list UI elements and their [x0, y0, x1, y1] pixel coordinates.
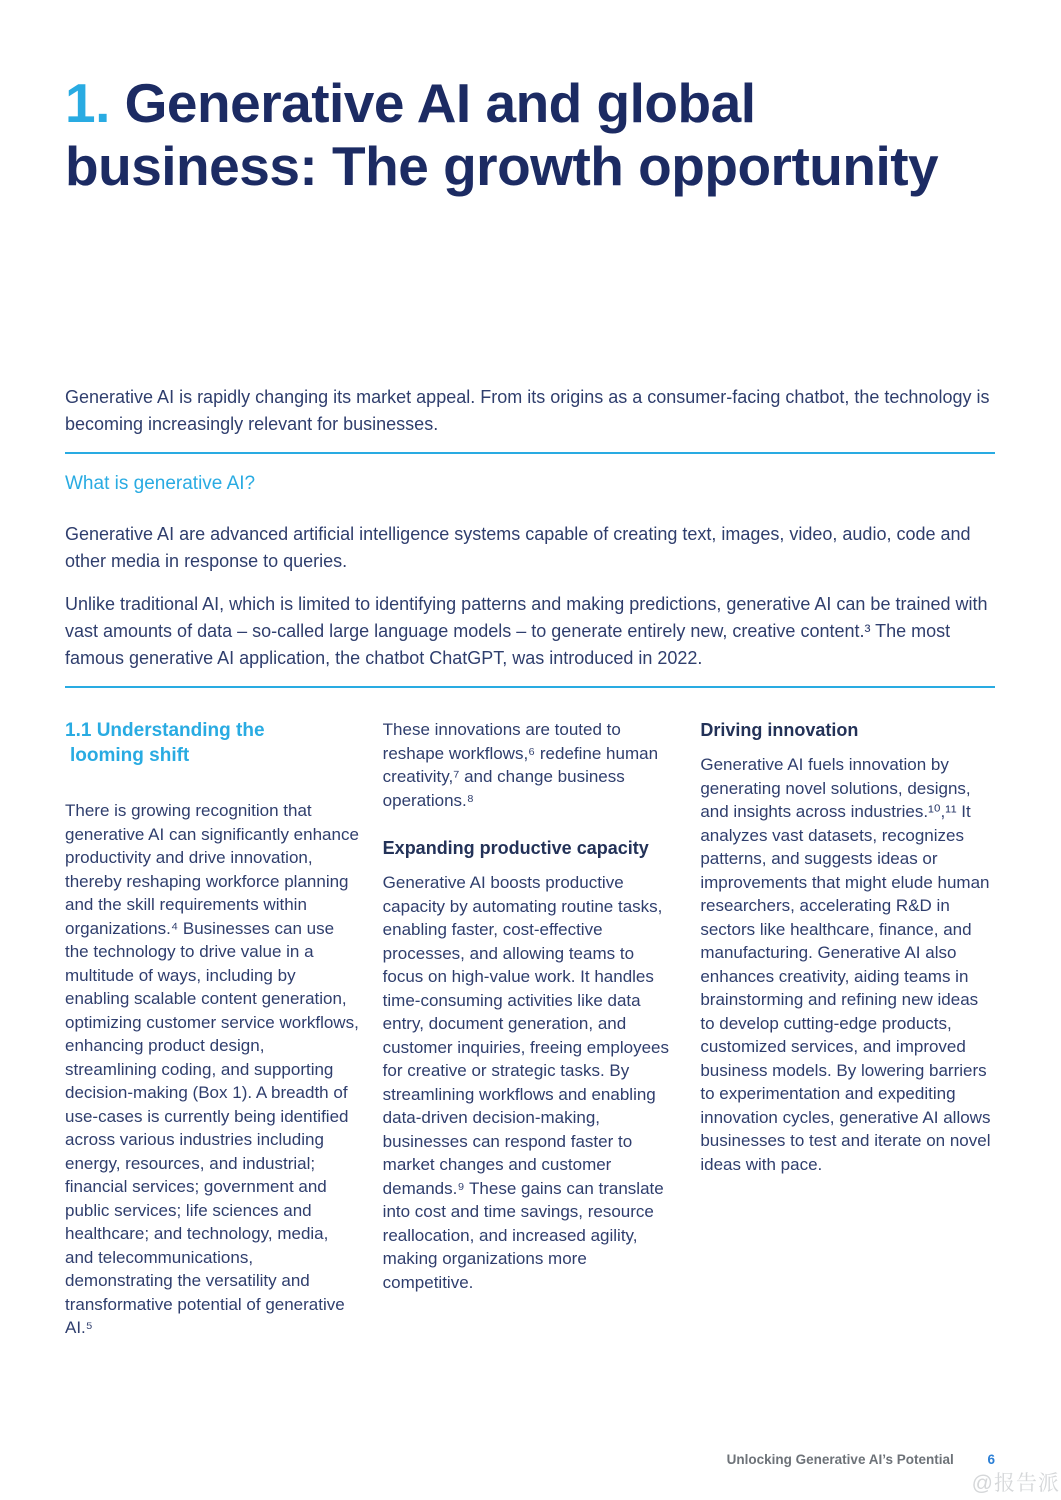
column-3-body: Generative AI fuels innovation by generating novel solutions, designs, and insights across industries.¹⁰,¹¹ It analyzes vast datasets, recognizes patterns, and suggests ideas or improvements that might elude human researchers, accelerating R&D in sectors like healthcare, finance, and manufacturing. Generative AI also enhances creativity, aiding teams in brainstorming and refining new ideas to develop cutting-edge products, customized services, and improved business models. By lowering barriers to experimentation and expediting innovation cycles, generative AI allows businesses to test and iterate on novel ideas with pace. [700, 755, 991, 1174]
chapter-number: 1. [65, 72, 110, 134]
what-is-paragraph-2: Unlike traditional AI, which is limited to identifying patterns and making predictions, generative AI can be trained with vast amounts of data – so-called large language models – to generate entirely new, creative content.³ The most famous generative AI application, the chatbot ChatGPT, was introduced in 2022. [65, 594, 988, 668]
column-3 [700, 718, 995, 1340]
column-3-subheading: Driving innovation [700, 720, 859, 740]
intro-paragraph: Generative AI is rapidly changing its market appeal. From its origins as a consumer-facing chatbot, the technology is becoming increasingly relevant for businesses. [65, 387, 990, 434]
watermark: @报告派 [971, 1472, 1060, 1495]
column-1-body: There is growing recognition that generative AI can significantly enhance productivity and drive innovation, thereby reshaping workforce planning and the skill requirements within organizations.⁴ Businesses can use the technology to drive value in a multitude of ways, including by enabling scalable content generation, optimizing customer service workflows, enhancing product design, streamlining coding, and supporting decision-making (Box 1). A breadth of use-cases is currently being identified across various industries including energy, resources, and industrial; financial services; government and public services; life sciences and healthcare; and technology, media, and telecommunications, demonstrating the versatility and transformative potential of generative AI.⁵ [65, 801, 359, 1337]
page-footer [727, 1452, 995, 1467]
page-title [65, 72, 995, 198]
column-1 [65, 718, 360, 1340]
column-2 [383, 718, 678, 1340]
page-title-line1: Generative AI and global [124, 72, 756, 134]
footer-page-number: 6 [987, 1452, 995, 1467]
subsection-heading [65, 718, 360, 768]
footer-report-title: Unlocking Generative AI’s Potential [726, 1452, 954, 1467]
three-column-section [65, 718, 995, 1340]
column-2-paragraph-1: These innovations are touted to reshape workflows,⁶ redefine human creativity,⁷ and change business operations.⁸ [382, 720, 659, 810]
section-label: What is generative AI? [65, 473, 256, 494]
column-2-subheading: Expanding productive capacity [382, 838, 649, 858]
subsection-heading-line2: looming shift [70, 745, 190, 766]
divider-rule-top [65, 452, 995, 454]
column-2-paragraph-2: Generative AI boosts productive capacity by automating routine tasks, enabling faster, cost-effective processes, and allowing teams to focus on high-value work. It handles time-consuming activities like data entry, document generation, and customer inquiries, freeing employees for creative or strategic tasks. By streamlining workflows and enabling data-driven decision-making, businesses can respond faster to market changes and customer demands.⁹ These gains can translate into cost and time savings, resource reallocation, and increased agility, making organizations more competitive. [382, 873, 669, 1292]
divider-rule-bottom [65, 686, 995, 688]
what-is-paragraph-1: Generative AI are advanced artificial intelligence systems capable of creating text, images, video, audio, code and other media in response to queries. [65, 524, 971, 571]
page-title-line2: business: The growth opportunity [65, 135, 939, 197]
page-content [65, 0, 995, 1340]
subsection-heading-line1: 1.1 Understanding the [65, 720, 265, 741]
